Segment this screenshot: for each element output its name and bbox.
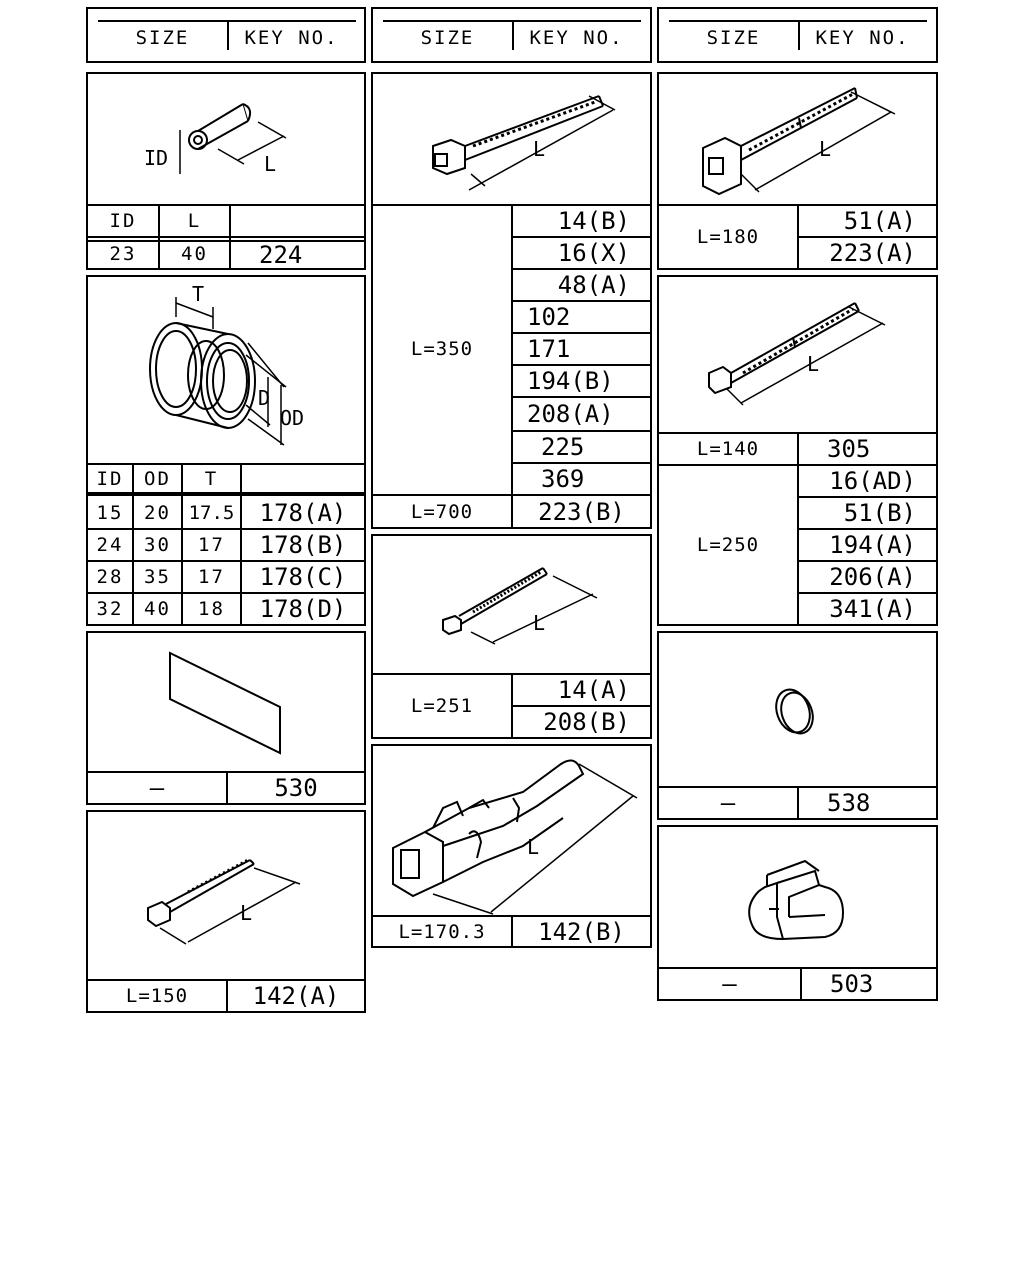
part-card-clip-350 bbox=[371, 72, 652, 529]
grommet-row-id: 15 bbox=[96, 501, 124, 524]
block-figure bbox=[659, 827, 936, 969]
sheet-figure bbox=[88, 633, 364, 773]
tube-l-value: 40 bbox=[181, 243, 208, 265]
clip-350-key: 48(A) bbox=[557, 271, 630, 299]
tube-key-no: 224 bbox=[259, 241, 303, 269]
grommet-row-id: 24 bbox=[96, 534, 124, 556]
grommet-row-t: 18 bbox=[198, 598, 225, 620]
tie-251-dim-l-label: L bbox=[532, 611, 546, 635]
tie-150-dim-l-label: L bbox=[239, 901, 253, 925]
tie-150-size: L=150 bbox=[125, 985, 189, 1007]
part-card-block bbox=[657, 825, 938, 1001]
clip-tie-figure bbox=[659, 74, 936, 206]
tie-251-key: 14(A) bbox=[557, 676, 630, 704]
grommet-row-key: 178(D) bbox=[259, 595, 347, 623]
clip-350-key: 225 bbox=[541, 433, 585, 461]
clip-700-key-no: 223(B) bbox=[538, 497, 625, 526]
header-size-label: SIZE bbox=[706, 27, 761, 49]
grommet-row-od: 30 bbox=[144, 534, 171, 556]
part-card-tie-150 bbox=[86, 810, 366, 1013]
part-card-clip-170 bbox=[371, 744, 652, 948]
tube-header-l: L bbox=[187, 210, 202, 232]
harness-clip-figure bbox=[373, 746, 650, 918]
tube-header-id: ID bbox=[109, 210, 137, 232]
grommet-figure bbox=[88, 277, 364, 465]
part-card-grommet bbox=[86, 275, 366, 626]
clip-350-key: 16(X) bbox=[557, 239, 630, 267]
block-key-no: 503 bbox=[830, 970, 874, 998]
clip-tie-figure bbox=[373, 74, 650, 206]
grommet-row-key: 178(C) bbox=[259, 563, 347, 591]
sheet-key-no: 530 bbox=[274, 774, 318, 802]
part-card-sheet bbox=[86, 631, 366, 805]
header-size-label: SIZE bbox=[135, 27, 190, 49]
clip-350-key: 194(B) bbox=[527, 367, 614, 395]
grommet-header-od: OD bbox=[144, 468, 171, 490]
clip-700-size: L=700 bbox=[410, 500, 474, 523]
tie-250-key: 51(B) bbox=[843, 499, 916, 527]
part-card-tube bbox=[86, 72, 366, 270]
tie-150-key-no: 142(A) bbox=[252, 982, 340, 1010]
tube-dim-l-label: L bbox=[263, 152, 277, 176]
cable-tie-figure bbox=[373, 536, 650, 676]
tie-251-size: L=251 bbox=[410, 695, 474, 717]
sheet-size-dash: — bbox=[149, 774, 165, 802]
part-card-tie-251 bbox=[371, 534, 652, 739]
tube-id-value: 23 bbox=[109, 243, 137, 265]
grommet-row-id: 28 bbox=[96, 566, 124, 588]
clip-170-size: L=170.3 bbox=[398, 920, 486, 943]
tube-dim-id-label: ID bbox=[143, 146, 169, 170]
grommet-row-t: 17.5 bbox=[188, 501, 235, 524]
tie-250-key: 206(A) bbox=[829, 563, 916, 591]
tie-250-key: 341(A) bbox=[829, 595, 916, 623]
header-size-label: SIZE bbox=[420, 27, 475, 49]
grommet-row-t: 17 bbox=[198, 566, 225, 588]
cap-figure bbox=[659, 633, 936, 787]
tie-250-key: 194(A) bbox=[829, 531, 916, 559]
cable-tie-figure bbox=[659, 277, 936, 435]
tie-250-key: 16(AD) bbox=[829, 467, 916, 495]
grommet-row-t: 17 bbox=[198, 534, 225, 556]
header-key-label: KEY NO. bbox=[815, 27, 910, 49]
clip-180-size: L=180 bbox=[696, 226, 760, 248]
grommet-row-key: 178(B) bbox=[259, 531, 347, 559]
block-size-dash: — bbox=[722, 970, 737, 998]
part-card-cap bbox=[657, 631, 938, 820]
clip-350-size: L=350 bbox=[410, 338, 474, 360]
clip-170-key-no: 142(B) bbox=[538, 917, 625, 946]
clip-350-key: 369 bbox=[541, 465, 585, 493]
clip-350-key: 14(B) bbox=[557, 207, 630, 235]
grommet-row-od: 35 bbox=[144, 566, 171, 588]
header-box-2 bbox=[371, 7, 652, 63]
clip-350-key: 208(A) bbox=[527, 400, 614, 428]
clip-180-dim-l-label: L bbox=[818, 137, 832, 161]
cap-key-no: 538 bbox=[827, 789, 871, 817]
clip-350-key: 171 bbox=[527, 335, 571, 363]
grommet-dim-t-label: T bbox=[191, 282, 205, 306]
tie-140-dim-l-label: L bbox=[806, 352, 820, 376]
clip-180-key: 223(A) bbox=[829, 239, 916, 267]
part-card-tie-140 bbox=[657, 275, 938, 626]
grommet-header-id: ID bbox=[96, 468, 124, 490]
tie-251-key: 208(B) bbox=[543, 708, 630, 736]
grommet-header-t: T bbox=[204, 468, 219, 490]
grommet-row-id: 32 bbox=[96, 598, 124, 620]
header-key-label: KEY NO. bbox=[244, 27, 339, 49]
header-box-3 bbox=[657, 7, 938, 63]
grommet-dim-od-label: OD bbox=[279, 406, 305, 430]
tube-figure bbox=[88, 74, 364, 208]
header-box-1 bbox=[86, 7, 366, 63]
cable-tie-figure bbox=[88, 812, 364, 982]
clip-350-dim-l-label: L bbox=[532, 137, 546, 161]
grommet-dim-d-label: D bbox=[257, 386, 271, 410]
clip-170-dim-l-label: L bbox=[526, 835, 540, 859]
part-card-clip-180 bbox=[657, 72, 938, 270]
clip-180-key: 51(A) bbox=[843, 207, 916, 235]
tie-140-key-no: 305 bbox=[827, 435, 871, 463]
grommet-row-key: 178(A) bbox=[259, 498, 347, 527]
header-key-label: KEY NO. bbox=[529, 27, 624, 49]
tie-250-size: L=250 bbox=[696, 534, 760, 556]
grommet-row-od: 20 bbox=[144, 501, 171, 524]
grommet-row-od: 40 bbox=[144, 598, 171, 620]
cap-size-dash: — bbox=[720, 789, 736, 817]
clip-350-key: 102 bbox=[527, 303, 571, 331]
tie-140-size: L=140 bbox=[696, 438, 760, 460]
